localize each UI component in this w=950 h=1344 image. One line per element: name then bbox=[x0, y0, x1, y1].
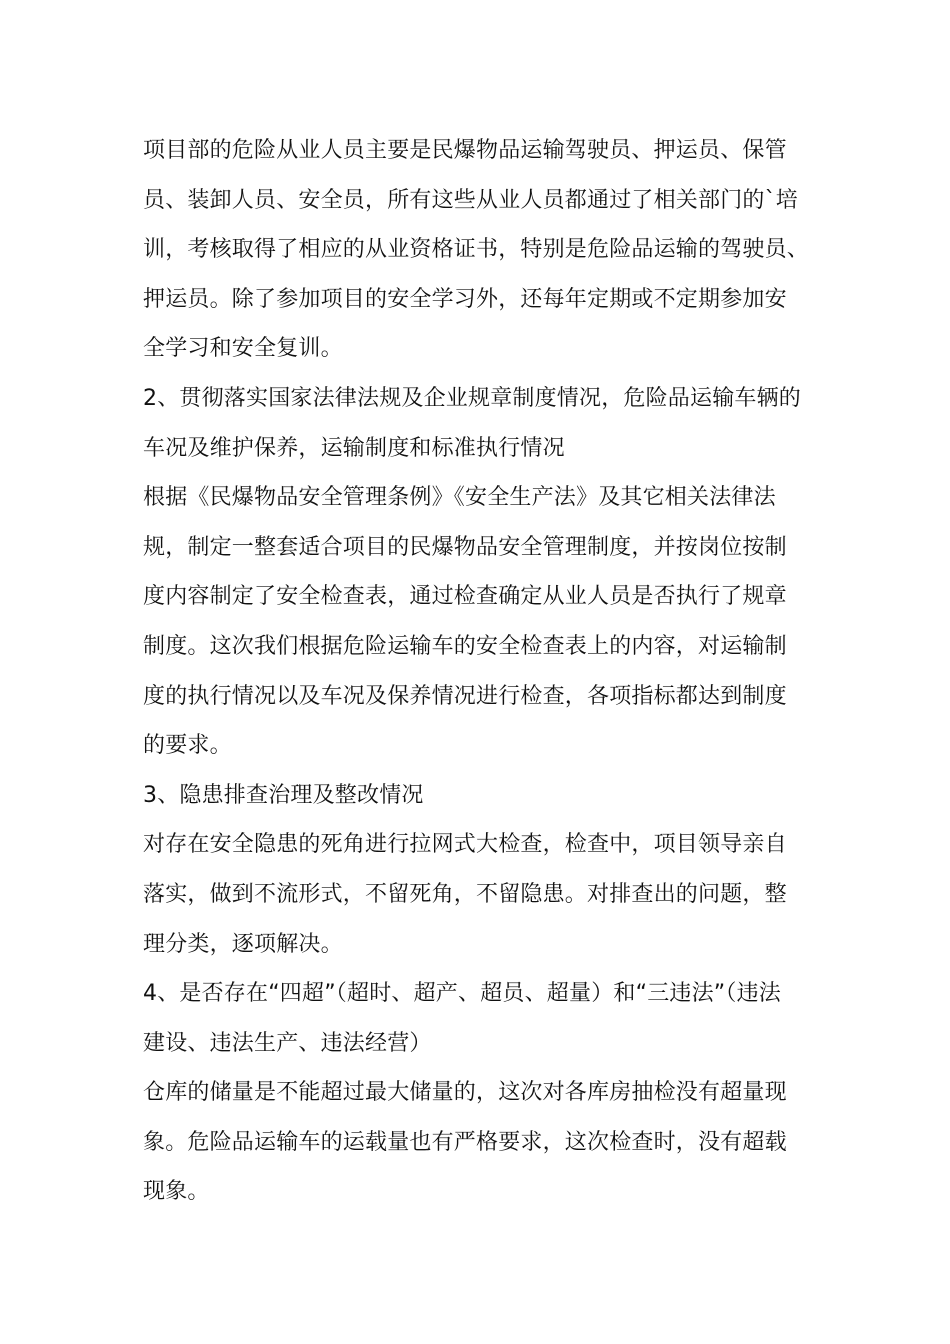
paragraph-line: 现象。 bbox=[143, 1179, 210, 1205]
paragraph-line: 项目部的危险从业人员主要是民爆物品运输驾驶员、押运员、保管 bbox=[143, 138, 787, 163]
paragraph-line: 度内容制定了安全检查表，通过检查确定从业人员是否执行了规章 bbox=[143, 584, 787, 610]
document-body bbox=[143, 126, 823, 1217]
paragraph-line: 员、装卸人员、安全员，所有这些从业人员都通过了相关部门的`培 bbox=[143, 187, 799, 213]
paragraph-line: 的要求。 bbox=[143, 733, 232, 759]
paragraph-line: 押运员。除了参加项目的安全学习外，还每年定期或不定期参加安 bbox=[143, 286, 787, 312]
section-heading: 3、隐患排查治理及整改情况 bbox=[143, 782, 424, 808]
paragraph-line: 全学习和安全复训。 bbox=[143, 336, 343, 362]
section-heading: 4、是否存在“四超”（超时、超产、超员、超量）和“三违法”（违法 bbox=[143, 981, 781, 1007]
paragraph-line: 度的执行情况以及车况及保养情况进行检查，各项指标都达到制度 bbox=[143, 683, 787, 709]
paragraph-line: 规，制定一整套适合项目的民爆物品安全管理制度，并按岗位按制 bbox=[143, 534, 787, 560]
paragraph-line: 制度。这次我们根据危险运输车的安全检查表上的内容，对运输制 bbox=[143, 633, 787, 659]
paragraph-line: 落实，做到不流形式，不留死角，不留隐患。对排查出的问题，整 bbox=[143, 881, 787, 907]
section-heading: 建设、违法生产、违法经营） bbox=[143, 1030, 432, 1056]
paragraph-line: 对存在安全隐患的死角进行拉网式大检查，检查中，项目领导亲自 bbox=[143, 832, 787, 858]
paragraph-line: 根据《民爆物品安全管理条例》《安全生产法》及其它相关法律法 bbox=[143, 485, 776, 511]
paragraph-line: 训，考核取得了相应的从业资格证书，特别是危险品运输的驾驶员、 bbox=[143, 237, 810, 263]
paragraph-line: 仓库的储量是不能超过最大储量的，这次对各库房抽检没有超量现 bbox=[143, 1080, 787, 1106]
section-heading: 车况及维护保养，运输制度和标准执行情况 bbox=[143, 435, 565, 461]
section-heading: 2、贯彻落实国家法律法规及企业规章制度情况，危险品运输车辆的 bbox=[143, 385, 801, 411]
paragraph-line: 理分类，逐项解决。 bbox=[143, 931, 343, 957]
paragraph-line: 象。危险品运输车的运载量也有严格要求，这次检查时，没有超载 bbox=[143, 1129, 787, 1155]
